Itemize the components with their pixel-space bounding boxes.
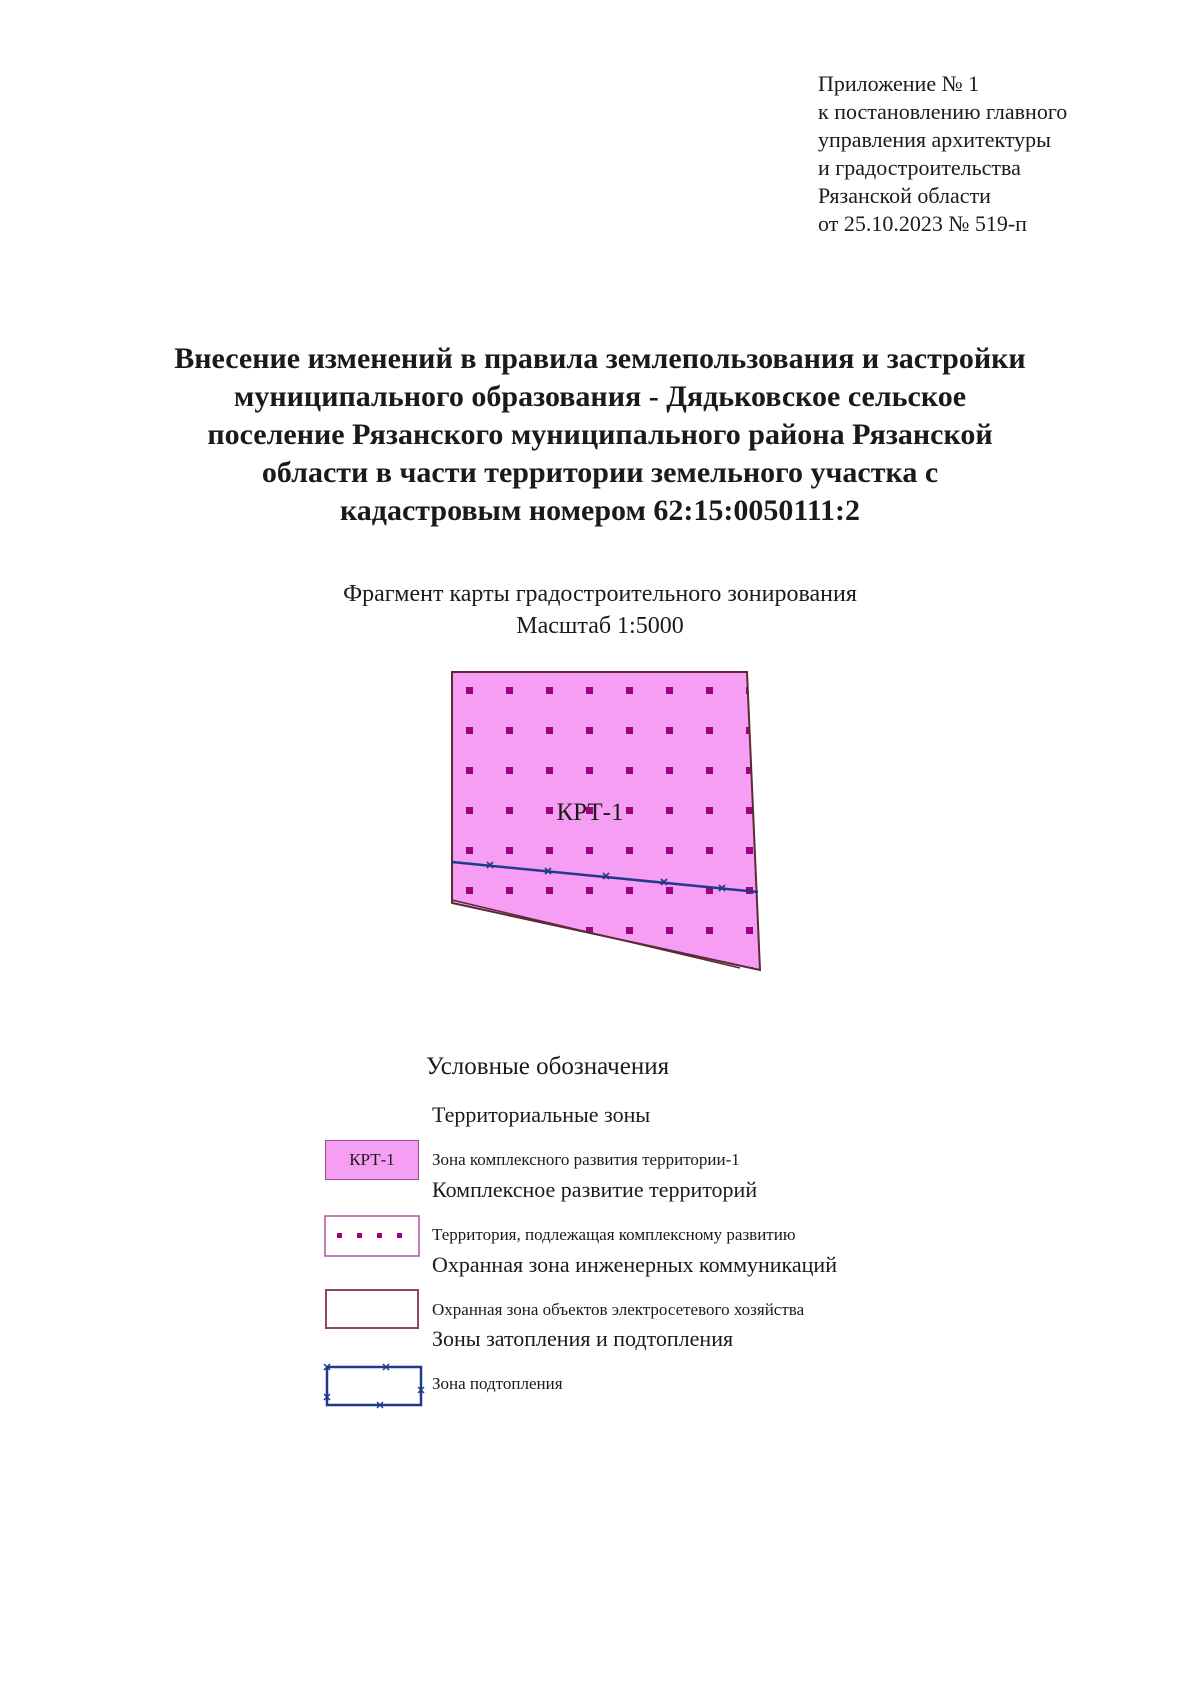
legend-swatch-krt: КРТ-1: [325, 1140, 419, 1180]
legend-item-zone: Зона комплексного развития территории-1: [432, 1150, 740, 1169]
legend-swatch-power-protection: [325, 1289, 419, 1329]
appendix-line: управления архитектуры: [818, 127, 1051, 152]
appendix-line: и градостроительства: [818, 155, 1021, 180]
zoning-map: [440, 660, 770, 980]
appendix-note: [818, 70, 1067, 238]
legend-item-power-protection: Охранная зона объектов электросетевого хозяйства: [432, 1300, 805, 1319]
zone-label: КРТ-1: [556, 799, 624, 826]
map-caption-block: [200, 578, 1000, 642]
document-title: [100, 340, 1100, 530]
title-line: поселение Рязанского муниципального района Рязанской: [207, 418, 993, 451]
legend-swatch-dots: [321, 1214, 421, 1258]
title-line: кадастровым номером 62:15:0050111:2: [339, 494, 861, 527]
appendix-line: от 25.10.2023 № 519-п: [818, 211, 1027, 236]
legend-heading-territorial-zones: Территориальные зоны: [432, 1102, 651, 1127]
legend-title: Условные обозначения: [426, 1053, 670, 1080]
map-caption: Фрагмент карты градостроительного зонирования: [343, 581, 857, 607]
title-line: муниципального образования - Дядьковское сельское: [233, 380, 967, 413]
legend-item-development: Территория, подлежащая комплексному развитию: [432, 1225, 796, 1244]
title-line: области в части территории земельного участка с: [261, 456, 939, 489]
title-line: Внесение изменений в правила землепользования и застройки: [174, 342, 1026, 375]
appendix-line: к постановлению главного: [818, 99, 1068, 124]
appendix-line: Приложение № 1: [818, 71, 980, 96]
appendix-line: Рязанской области: [818, 183, 991, 208]
legend-item-flood: Зона подтопления: [432, 1374, 563, 1393]
legend-heading-flooding: Зоны затопления и подтопления: [432, 1326, 734, 1351]
legend-heading-complex-development: Комплексное развитие территорий: [432, 1177, 758, 1202]
map-scale: Масштаб 1:5000: [516, 613, 684, 639]
legend-swatch-flood: [321, 1362, 427, 1410]
legend-heading-engineering: Охранная зона инженерных коммуникаций: [432, 1252, 837, 1277]
